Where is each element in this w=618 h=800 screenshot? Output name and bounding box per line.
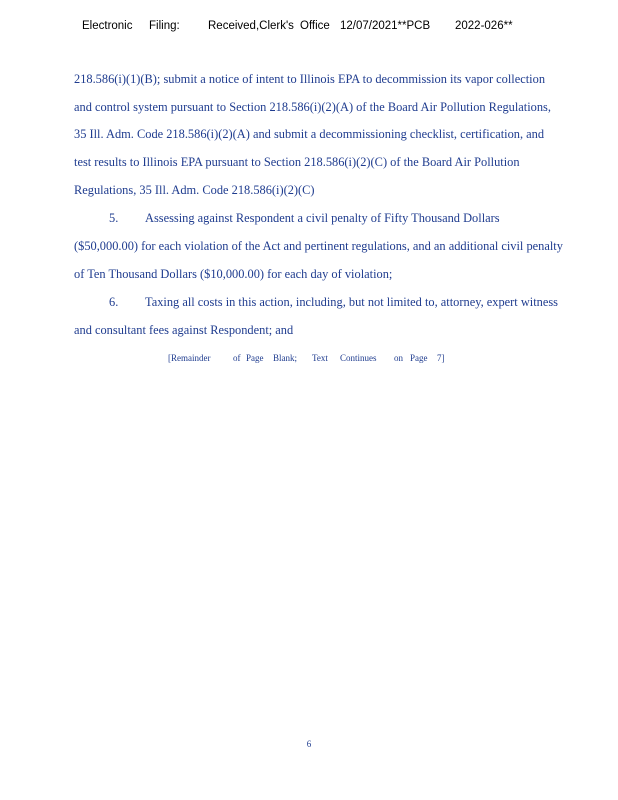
header-word: Received,Clerk's bbox=[208, 20, 294, 32]
item-5-text: Assessing against Respondent a civil penalty of Fifty Thousand Dollars bbox=[145, 211, 500, 225]
remainder-word: of bbox=[233, 353, 241, 363]
remainder-notice bbox=[0, 353, 618, 365]
body-line: Regulations, 35 Ill. Adm. Code 218.586(i)(2)(C) bbox=[74, 183, 315, 197]
item-6-number: 6. bbox=[109, 295, 119, 309]
header-word: 2022-026** bbox=[455, 20, 513, 32]
remainder-word: 7] bbox=[437, 353, 445, 363]
remainder-word: [Remainder bbox=[168, 353, 211, 363]
remainder-word: Page bbox=[246, 353, 264, 363]
header-word: Filing: bbox=[149, 20, 180, 32]
header-word: Office bbox=[300, 20, 330, 32]
remainder-word: Text bbox=[312, 353, 328, 363]
header-word: Electronic bbox=[82, 20, 133, 32]
body-line: 218.586(i)(1)(B); submit a notice of intent to Illinois EPA to decommission its vapor collection bbox=[74, 72, 546, 86]
page-number: 6 bbox=[306, 739, 312, 749]
item-5-text: ($50,000.00) for each violation of the Act and pertinent regulations, and an additional civil penalty bbox=[74, 239, 563, 253]
body-line: test results to Illinois EPA pursuant to Section 218.586(i)(2)(C) of the Board Air Pollution bbox=[74, 155, 520, 169]
item-6-text: and consultant fees against Respondent; and bbox=[74, 323, 294, 337]
remainder-word: Continues bbox=[340, 353, 377, 363]
body-line: and control system pursuant to Section 218.586(i)(2)(A) of the Board Air Pollution Regulations, bbox=[74, 100, 551, 114]
filing-stamp-header bbox=[0, 20, 618, 36]
body-line: 35 Ill. Adm. Code 218.586(i)(2)(A) and submit a decommissioning checklist, certification, and bbox=[74, 127, 545, 141]
remainder-word: on bbox=[394, 353, 403, 363]
item-5-text: of Ten Thousand Dollars ($10,000.00) for each day of violation; bbox=[74, 267, 393, 281]
item-5-number: 5. bbox=[109, 211, 119, 225]
item-6-text: Taxing all costs in this action, including, but not limited to, attorney, expert witness bbox=[145, 295, 559, 309]
remainder-word: Blank; bbox=[273, 353, 297, 363]
header-word: 12/07/2021**PCB bbox=[340, 20, 431, 32]
remainder-word: Page bbox=[410, 353, 428, 363]
